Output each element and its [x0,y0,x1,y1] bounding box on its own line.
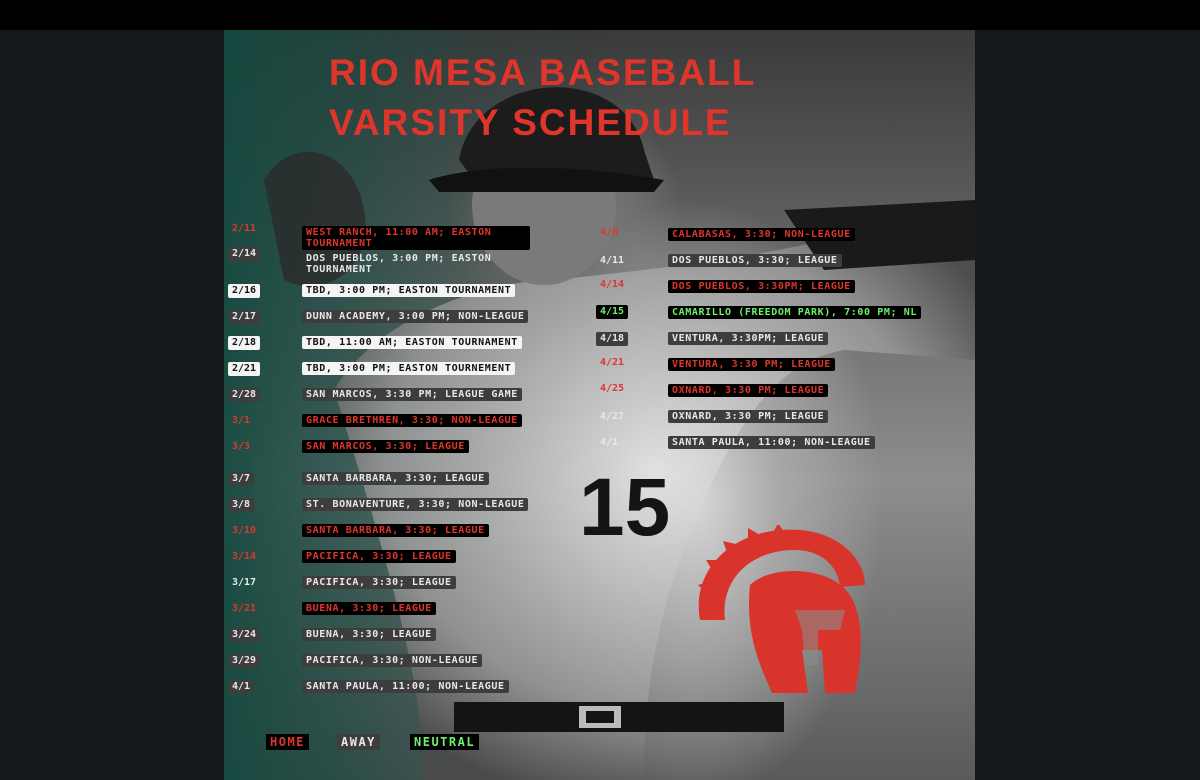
game-date: 4/25 [600,383,625,394]
top-bar [0,0,1200,30]
game-entry: DOS PUEBLOS, 3:30PM; LEAGUE [668,280,855,293]
game-date: 4/15 [596,305,628,319]
legend-home: HOME [266,734,309,750]
game-entry: GRACE BRETHREN, 3:30; NON-LEAGUE [302,414,522,427]
game-date: 2/18 [228,336,260,350]
spartan-helmet-logo [690,525,870,695]
game-date: 3/7 [228,472,254,486]
game-entry: SANTA BARBARA, 3:30; LEAGUE [302,472,489,485]
game-date: 2/16 [228,284,260,298]
game-date: 4/14 [600,279,625,290]
legend-neutral: NEUTRAL [410,734,479,750]
game-entry: OXNARD, 3:30 PM; LEAGUE [668,384,828,397]
game-date: 3/3 [232,441,251,452]
game-date: 2/28 [228,388,260,402]
game-date: 3/10 [232,525,257,536]
title-line-1: RIO MESA BASEBALL [329,52,757,93]
game-entry: SAN MARCOS, 3:30 PM; LEAGUE GAME [302,388,522,401]
game-entry: PACIFICA, 3:30; NON-LEAGUE [302,654,482,667]
jersey-number: 15 [579,462,671,553]
game-date: 2/17 [228,310,260,324]
game-entry: TBD, 3:00 PM; EASTON TOURNEMENT [302,362,515,375]
game-date: 3/24 [228,628,260,642]
game-entry: SANTA PAULA, 11:00; NON-LEAGUE [668,436,875,449]
game-date: 3/8 [228,498,254,512]
schedule-poster [224,30,975,780]
poster-title [329,48,756,148]
game-entry: ST. BONAVENTURE, 3:30; NON-LEAGUE [302,498,528,511]
game-entry: SANTA BARBARA, 3:30; LEAGUE [302,524,489,537]
game-entry: VENTURA, 3:30 PM; LEAGUE [668,358,835,371]
game-entry: SAN MARCOS, 3:30; LEAGUE [302,440,469,453]
game-date: 2/11 [232,223,257,234]
title-line-2: VARSITY SCHEDULE [329,102,732,143]
game-date: 3/14 [232,551,257,562]
game-entry: TBD, 3:00 PM; EASTON TOURNAMENT [302,284,515,297]
game-entry: CALABASAS, 3:30; NON-LEAGUE [668,228,855,241]
game-date: 3/21 [232,603,257,614]
game-entry: WEST RANCH, 11:00 AM; EASTON TOURNAMENT [302,226,530,250]
game-entry: BUENA, 3:30; LEAGUE [302,602,436,615]
game-entry: DOS PUEBLOS, 3:00 PM; EASTON TOURNAMENT [306,253,492,275]
game-entry: CAMARILLO (FREEDOM PARK), 7:00 PM; NL [668,306,921,319]
game-entry: PACIFICA, 3:30; LEAGUE [302,576,456,589]
game-entry: OXNARD, 3:30 PM; LEAGUE [668,410,828,423]
game-date: 4/27 [600,411,625,422]
game-entry: VENTURA, 3:30PM; LEAGUE [668,332,828,345]
game-date: 4/18 [596,332,628,346]
game-date: 3/1 [232,415,251,426]
game-date: 3/17 [232,577,257,588]
game-entry: DOS PUEBLOS, 3:30; LEAGUE [668,254,842,267]
game-entry: TBD, 11:00 AM; EASTON TOURNAMENT [302,336,522,349]
game-date: 2/21 [228,362,260,376]
game-date: 4/1 [228,680,254,694]
game-date: 4/1 [600,437,619,448]
legend-away: AWAY [337,734,380,750]
game-date: 4/11 [600,255,625,266]
game-entry: PACIFICA, 3:30; LEAGUE [302,550,456,563]
game-entry: BUENA, 3:30; LEAGUE [302,628,436,641]
game-entry: DUNN ACADEMY, 3:00 PM; NON-LEAGUE [302,310,528,323]
game-date: 3/29 [228,654,260,668]
game-date: 4/21 [600,357,625,368]
game-date: 2/14 [228,247,260,261]
game-entry: SANTA PAULA, 11:00; NON-LEAGUE [302,680,509,693]
game-date: 4/6 [600,227,619,238]
